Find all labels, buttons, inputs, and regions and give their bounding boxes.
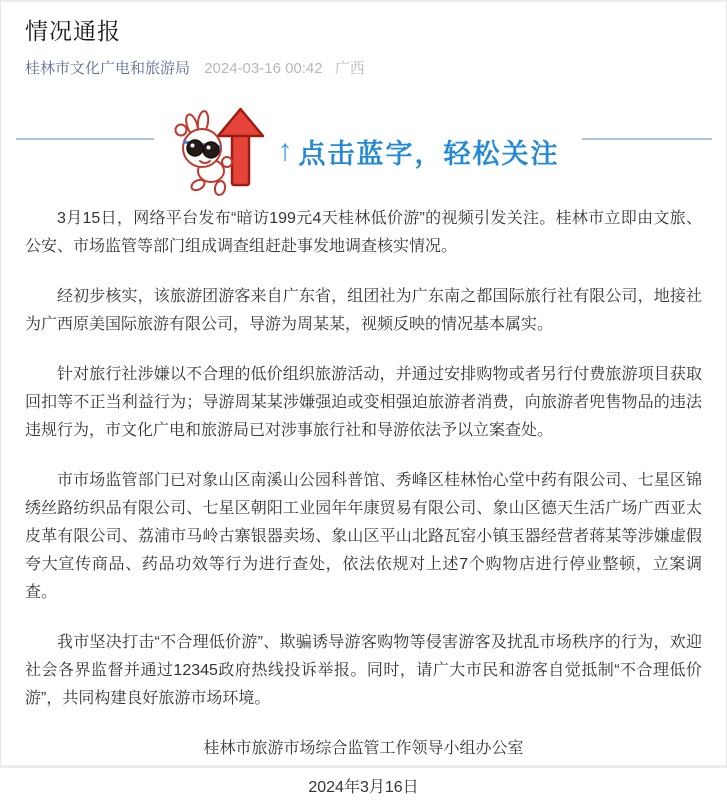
article-paragraph: 市市场监管部门已对象山区南溪山公园科普馆、秀峰区桂林怡心堂中药有限公司、七星区锦绣丝路纺织品有限公司、七星区朝阳工业园年年康贸易有限公司、象山区德天生活广场广西亚太皮革有限公司、荔浦市马岭古寨银器卖场、象山区平山北路瓦窑小镇玉器经营者蒋某等涉嫌虚假夸大宣传商品、药品功效等行为进行查处，依法依规对上述7个购物店进行停业整顿，立案调查。 [25,472,702,601]
rabbit-up-arrow-icon [170,105,270,197]
banner-right-divider [582,138,712,140]
article-paragraph: 我市坚决打击“不合理低价游”、欺骗诱导游客购物等侵害游客及扰乱市场秩序的行为，欢迎社会各界监督并通过12345政府热线投诉举报。同时，请广大市民和游客自觉抵制“不合理低价游”，共同构建良好旅游市场环境。 [25,634,702,707]
article-paragraph: 经初步核实，该旅游团游客来自广东省，组团社为广东南之都国际旅行社有限公司，地接社为广西原美国际旅游有限公司，导游为周某某，视频反映的情况基本属实。 [25,288,702,333]
thin-up-arrow-glyph: ↑ [277,134,293,167]
publish-timestamp: 2024-03-16 00:42 [204,60,323,77]
article-footer [1,735,726,802]
article-paragraph: 3月15日，网络平台发布“暗访199元4天桂林低价游”的视频引发关注。桂林市立即由文旅、公安、市场监管等部门组成调查组赶赴事发地调查核实情况。 [25,210,702,255]
follow-slogan-text: 点击蓝字，轻松关注 [298,138,560,169]
issuing-office: 桂林市旅游市场综合监管工作领导小组办公室 [203,740,524,757]
follow-banner [1,103,726,199]
article-paragraph: 针对旅行社涉嫌以不合理的低价组织旅游活动，并通过安排购物或者另行付费旅游项目获取回扣等不正当利益行为；导游周某某涉嫌强迫或变相强迫旅游者消费，向旅游者兜售物品的违法违规行为，市文化广电和旅游局已对涉事旅行社和导游依法予以立案查处。 [25,366,702,439]
banner-left-divider [16,138,154,140]
article-header [1,2,726,79]
publish-region: 广西 [334,60,365,77]
page-title: 情况通报 [25,18,121,44]
byline [25,59,702,79]
author-account-link[interactable]: 桂林市文化广电和旅游局 [25,60,191,77]
article-body [1,199,726,713]
issue-date: 2024年3月16日 [308,779,419,796]
